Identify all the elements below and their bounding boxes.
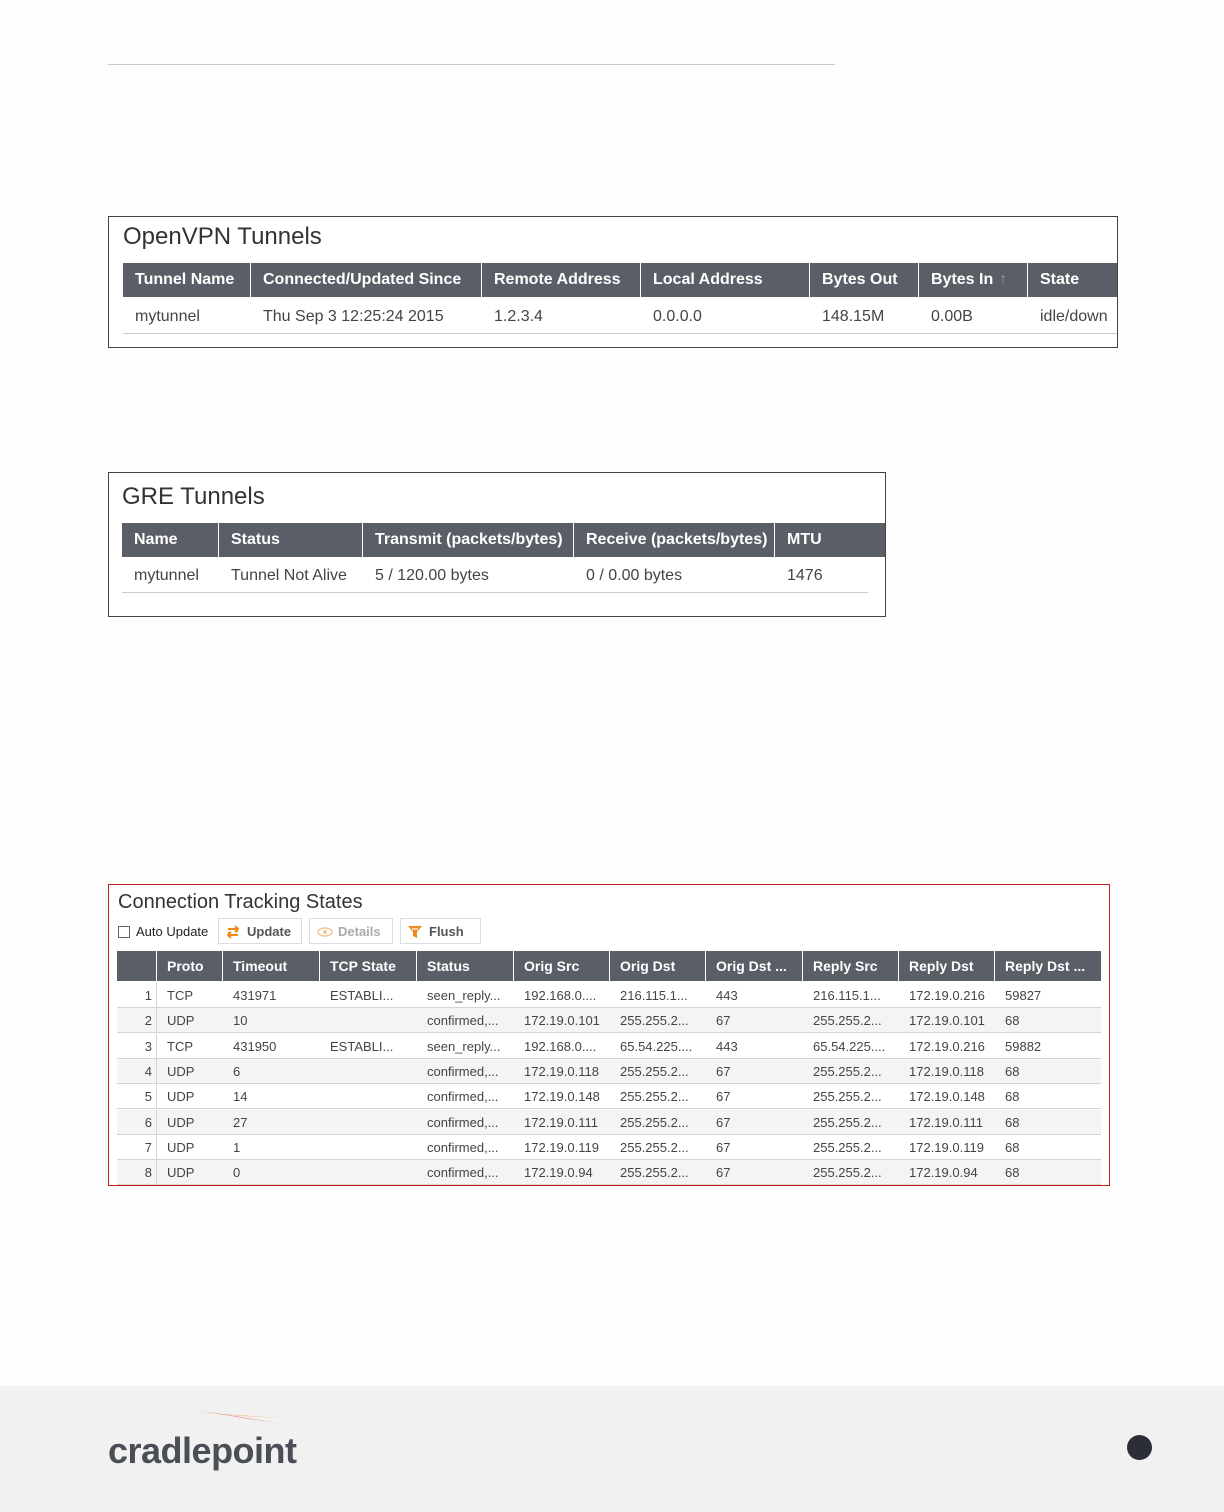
table-row[interactable]	[117, 1059, 1101, 1084]
cell-bytes-out: 148.15M	[822, 308, 885, 325]
update-button-label: Update	[247, 924, 292, 939]
refresh-icon	[225, 919, 241, 948]
table-row[interactable]	[117, 1084, 1101, 1109]
col-status[interactable]: Status	[219, 523, 363, 557]
cell-tcp-state: ESTABLI...	[330, 988, 394, 1003]
cell-index: 2	[117, 1008, 157, 1032]
cell-local-address: 0.0.0.0	[653, 308, 702, 325]
cell-orig-dst-port: 67	[716, 1165, 731, 1181]
cell-index: 7	[117, 1135, 157, 1159]
cell-timeout: 1	[233, 1139, 241, 1155]
flush-button[interactable]	[400, 918, 481, 944]
cell-proto: TCP	[167, 988, 193, 1003]
auto-update-checkbox[interactable]	[118, 926, 130, 938]
col-status[interactable]: Status	[417, 951, 514, 981]
table-row[interactable]	[117, 1135, 1101, 1160]
cell-reply-src: 65.54.225....	[813, 1038, 886, 1054]
cell-status: confirmed,...	[427, 1139, 499, 1155]
cell-orig-src: 172.19.0.94	[524, 1165, 593, 1181]
cell-name: mytunnel	[134, 567, 199, 584]
cell-reply-src: 255.255.2...	[813, 1063, 882, 1079]
cell-tunnel-name: mytunnel	[135, 308, 200, 325]
cell-proto: TCP	[167, 1038, 193, 1054]
details-button-label: Details	[338, 924, 381, 939]
cell-status: seen_reply...	[427, 1038, 501, 1054]
cell-timeout: 431971	[233, 988, 277, 1003]
cell-reply-dst: 172.19.0.119	[909, 1139, 984, 1155]
cell-status: Tunnel Not Alive	[231, 567, 347, 584]
cell-tcp-state	[320, 1110, 417, 1134]
cell-orig-dst-port: 67	[716, 1013, 731, 1029]
cell-reply-src: 255.255.2...	[813, 1139, 882, 1155]
cell-timeout: 431950	[233, 1038, 277, 1054]
table-row[interactable]	[117, 1034, 1101, 1059]
cell-orig-dst: 255.255.2...	[620, 1114, 689, 1130]
cell-orig-dst: 255.255.2...	[620, 1165, 689, 1181]
conntrack-header	[117, 951, 1101, 981]
cell-proto: UDP	[167, 1013, 195, 1029]
cell-tcp-state	[320, 1059, 417, 1083]
table-row[interactable]	[117, 1008, 1101, 1033]
col-transmit[interactable]: Transmit (packets/bytes)	[363, 523, 574, 557]
table-row[interactable]	[117, 1110, 1101, 1135]
cell-mtu: 1476	[787, 567, 823, 584]
col-orig-dst-port[interactable]: Orig Dst ...	[706, 951, 803, 981]
cell-reply-src: 255.255.2...	[813, 1114, 882, 1130]
openvpn-panel	[108, 216, 1118, 348]
col-timeout[interactable]: Timeout	[223, 951, 320, 981]
cell-reply-dst: 172.19.0.148	[909, 1089, 985, 1105]
cell-timeout: 14	[233, 1089, 248, 1105]
cell-index: 1	[117, 983, 157, 1007]
cell-tcp-state	[320, 1008, 417, 1032]
cell-tcp-state	[320, 1160, 417, 1184]
cell-orig-dst-port: 67	[716, 1114, 731, 1130]
cell-orig-dst-port: 67	[716, 1089, 731, 1105]
cell-reply-dst-port: 59827	[1005, 988, 1042, 1003]
cell-tcp-state	[320, 1084, 417, 1108]
gre-header	[122, 523, 885, 557]
col-index	[117, 951, 157, 981]
col-orig-src[interactable]: Orig Src	[514, 951, 610, 981]
col-receive[interactable]: Receive (packets/bytes)	[574, 523, 775, 557]
cell-bytes-in: 0.00B	[931, 308, 973, 325]
col-connected-since[interactable]: Connected/Updated Since	[251, 263, 482, 297]
funnel-icon	[407, 919, 423, 948]
sort-ascending-icon: ↑	[999, 271, 1008, 288]
cell-orig-dst: 255.255.2...	[620, 1063, 689, 1079]
cell-reply-dst: 172.19.0.111	[909, 1114, 983, 1130]
logo-swoosh-icon	[186, 1408, 286, 1432]
details-button[interactable]	[309, 918, 393, 944]
cell-reply-dst-port: 59882	[1005, 1038, 1042, 1054]
col-bytes-out[interactable]: Bytes Out	[810, 263, 919, 297]
cell-index: 5	[117, 1084, 157, 1108]
update-button[interactable]	[218, 918, 302, 944]
cell-orig-dst: 65.54.225....	[620, 1038, 693, 1054]
cell-orig-dst: 216.115.1...	[620, 988, 688, 1003]
cell-timeout: 10	[233, 1013, 248, 1029]
cell-state: idle/down	[1040, 308, 1108, 325]
cell-orig-dst-port: 443	[716, 988, 738, 1003]
col-proto[interactable]: Proto	[157, 951, 223, 981]
cell-orig-src: 172.19.0.111	[524, 1114, 598, 1130]
cell-reply-dst: 172.19.0.216	[909, 988, 985, 1003]
col-orig-dst[interactable]: Orig Dst	[610, 951, 706, 981]
cell-timeout: 0	[233, 1165, 241, 1181]
cell-index: 3	[117, 1034, 157, 1058]
cell-orig-src: 192.168.0....	[524, 988, 597, 1003]
openvpn-header	[123, 263, 1117, 297]
gre-panel	[108, 472, 886, 617]
cell-orig-src: 172.19.0.119	[524, 1139, 599, 1155]
cell-reply-dst-port: 68	[1005, 1165, 1020, 1181]
cell-transmit: 5 / 120.00 bytes	[375, 567, 489, 584]
cell-status: confirmed,...	[427, 1165, 499, 1181]
table-row[interactable]	[122, 560, 868, 593]
header-divider	[108, 64, 835, 65]
cell-receive: 0 / 0.00 bytes	[586, 567, 683, 584]
col-bytes-in-label: Bytes In	[931, 271, 994, 288]
col-tcp-state[interactable]: TCP State	[320, 951, 417, 981]
cell-reply-dst-port: 68	[1005, 1013, 1020, 1029]
cell-orig-src: 192.168.0....	[524, 1038, 597, 1054]
cell-reply-dst: 172.19.0.101	[909, 1013, 985, 1029]
flush-button-label: Flush	[429, 924, 464, 939]
cell-connected-since: Thu Sep 3 12:25:24 2015	[263, 308, 444, 325]
col-reply-dst[interactable]: Reply Dst	[899, 951, 995, 981]
cell-status: confirmed,...	[427, 1063, 499, 1079]
cell-proto: UDP	[167, 1089, 195, 1105]
cell-reply-src: 255.255.2...	[813, 1089, 882, 1105]
col-bytes-in[interactable]	[919, 263, 1028, 297]
col-remote-address[interactable]: Remote Address	[482, 263, 641, 297]
auto-update-label[interactable]: Auto Update	[136, 924, 209, 939]
eye-icon	[316, 919, 334, 948]
cell-orig-src: 172.19.0.101	[524, 1013, 600, 1029]
cell-index: 6	[117, 1110, 157, 1134]
table-row[interactable]	[117, 983, 1101, 1008]
col-reply-dst-port[interactable]: Reply Dst ...	[1005, 958, 1086, 974]
table-row[interactable]	[123, 301, 1117, 334]
table-row[interactable]	[117, 1160, 1101, 1185]
cell-reply-dst: 172.19.0.118	[909, 1063, 984, 1079]
cell-reply-src: 255.255.2...	[813, 1165, 882, 1181]
cell-reply-dst-port: 68	[1005, 1063, 1020, 1079]
conntrack-title: Connection Tracking States	[118, 891, 363, 913]
col-name[interactable]: Name	[122, 523, 219, 557]
page-number-badge	[1127, 1435, 1152, 1460]
cell-status: confirmed,...	[427, 1089, 499, 1105]
cell-orig-src: 172.19.0.148	[524, 1089, 600, 1105]
cell-index: 8	[117, 1160, 157, 1184]
cell-proto: UDP	[167, 1063, 195, 1079]
cell-reply-dst-port: 68	[1005, 1089, 1020, 1105]
cell-proto: UDP	[167, 1139, 195, 1155]
cell-reply-src: 255.255.2...	[813, 1013, 882, 1029]
cell-orig-dst-port: 67	[716, 1139, 731, 1155]
col-mtu[interactable]: MTU	[787, 531, 822, 548]
cell-reply-dst: 172.19.0.216	[909, 1038, 985, 1054]
cell-orig-dst: 255.255.2...	[620, 1089, 689, 1105]
cradlepoint-logo: cradlepoint	[108, 1430, 297, 1471]
cell-status: seen_reply...	[427, 988, 501, 1003]
cell-remote-address: 1.2.3.4	[494, 308, 543, 325]
cell-orig-dst-port: 443	[716, 1038, 738, 1054]
col-state[interactable]: State	[1040, 271, 1080, 288]
cell-orig-dst: 255.255.2...	[620, 1139, 689, 1155]
cell-orig-src: 172.19.0.118	[524, 1063, 599, 1079]
col-reply-src[interactable]: Reply Src	[803, 951, 899, 981]
cell-proto: UDP	[167, 1114, 195, 1130]
cell-status: confirmed,...	[427, 1013, 499, 1029]
cell-tcp-state: ESTABLI...	[330, 1038, 394, 1054]
cell-tcp-state	[320, 1135, 417, 1159]
col-tunnel-name[interactable]: Tunnel Name	[123, 263, 251, 297]
cell-reply-dst-port: 68	[1005, 1114, 1020, 1130]
openvpn-title: OpenVPN Tunnels	[123, 223, 322, 250]
cell-timeout: 6	[233, 1063, 241, 1079]
gre-title: GRE Tunnels	[122, 483, 265, 510]
cell-reply-dst: 172.19.0.94	[909, 1165, 978, 1181]
col-local-address[interactable]: Local Address	[641, 263, 810, 297]
cell-reply-src: 216.115.1...	[813, 988, 881, 1003]
cell-index: 4	[117, 1059, 157, 1083]
cell-reply-dst-port: 68	[1005, 1139, 1020, 1155]
cell-orig-dst: 255.255.2...	[620, 1013, 689, 1029]
conntrack-panel	[108, 884, 1110, 1186]
cell-orig-dst-port: 67	[716, 1063, 731, 1079]
cell-status: confirmed,...	[427, 1114, 499, 1130]
cell-timeout: 27	[233, 1114, 248, 1130]
cell-proto: UDP	[167, 1165, 195, 1181]
